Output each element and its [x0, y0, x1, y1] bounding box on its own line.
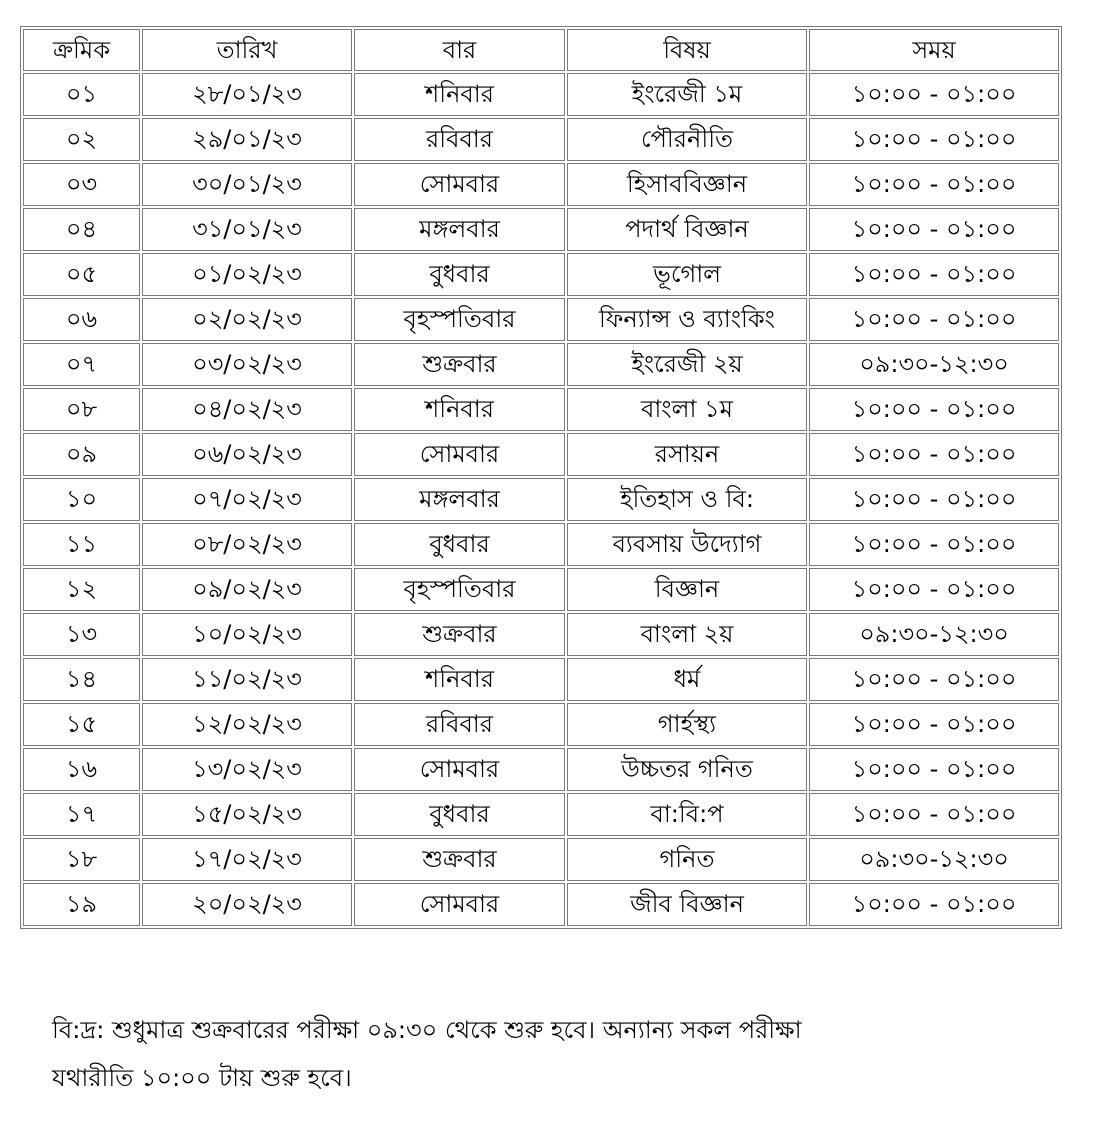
- cell-day: বুধবার: [354, 793, 565, 836]
- cell-subject: গনিত: [567, 838, 807, 881]
- cell-time: ১০:০০ - ০১:০০: [809, 388, 1059, 431]
- cell-subject: বাংলা ১ম: [567, 388, 807, 431]
- cell-time: ১০:০০ - ০১:০০: [809, 703, 1059, 746]
- cell-day: বৃহস্পতিবার: [354, 568, 565, 611]
- cell-subject: হিসাববিজ্ঞান: [567, 163, 807, 206]
- header-serial: ক্রমিক: [23, 29, 140, 71]
- cell-date: ২৯/০১/২৩: [142, 118, 352, 161]
- header-date: তারিখ: [142, 29, 352, 71]
- cell-subject: রসায়ন: [567, 433, 807, 476]
- cell-date: ০৬/০২/২৩: [142, 433, 352, 476]
- cell-day: শুক্রবার: [354, 838, 565, 881]
- cell-time: ১০:০০ - ০১:০০: [809, 163, 1059, 206]
- cell-time: ১০:০০ - ০১:০০: [809, 208, 1059, 251]
- footnote-line-2: যথারীতি ১০:০০ টায় শুরু হবে।: [52, 1064, 352, 1092]
- table-row: [23, 613, 1059, 656]
- cell-day: শনিবার: [354, 73, 565, 116]
- table-row: [23, 703, 1059, 746]
- cell-date: ৩০/০১/২৩: [142, 163, 352, 206]
- cell-serial: ১৪: [23, 658, 140, 701]
- cell-serial: ০১: [23, 73, 140, 116]
- header-day: বার: [354, 29, 565, 71]
- cell-subject: বাংলা ২য়: [567, 613, 807, 656]
- cell-day: মঙ্গলবার: [354, 208, 565, 251]
- exam-schedule: [20, 26, 1062, 929]
- table-row: [23, 478, 1059, 521]
- cell-date: ৩১/০১/২৩: [142, 208, 352, 251]
- cell-day: রবিবার: [354, 118, 565, 161]
- cell-serial: ১৮: [23, 838, 140, 881]
- header-subject: বিষয়: [567, 29, 807, 71]
- cell-serial: ১৩: [23, 613, 140, 656]
- cell-time: ০৯:৩০-১২:৩০: [809, 343, 1059, 386]
- cell-day: মঙ্গলবার: [354, 478, 565, 521]
- cell-day: সোমবার: [354, 433, 565, 476]
- cell-subject: পদার্থ বিজ্ঞান: [567, 208, 807, 251]
- cell-serial: ০৪: [23, 208, 140, 251]
- table-row: [23, 748, 1059, 791]
- footnote: [52, 1006, 1052, 1102]
- cell-day: বুধবার: [354, 523, 565, 566]
- table-row: [23, 883, 1059, 926]
- cell-subject: ইংরেজী ১ম: [567, 73, 807, 116]
- cell-day: সোমবার: [354, 748, 565, 791]
- table-row: [23, 163, 1059, 206]
- header-row: [23, 29, 1059, 71]
- footnote-line-1: বি:দ্র: শুধুমাত্র শুক্রবারের পরীক্ষা ০৯:৩০ থেকে শুরু হবে। অন্যান্য সকল পরীক্ষা: [52, 1016, 802, 1044]
- cell-time: ১০:০০ - ০১:০০: [809, 118, 1059, 161]
- table-row: [23, 523, 1059, 566]
- cell-date: ১১/০২/২৩: [142, 658, 352, 701]
- cell-subject: ইতিহাস ও বি:: [567, 478, 807, 521]
- cell-serial: ০৫: [23, 253, 140, 296]
- table-row: [23, 343, 1059, 386]
- cell-subject: উচ্চতর গনিত: [567, 748, 807, 791]
- cell-day: সোমবার: [354, 883, 565, 926]
- cell-time: ০৯:৩০-১২:৩০: [809, 838, 1059, 881]
- cell-time: ১০:০০ - ০১:০০: [809, 883, 1059, 926]
- cell-serial: ০২: [23, 118, 140, 161]
- cell-subject: পৌরনীতি: [567, 118, 807, 161]
- cell-serial: ১৫: [23, 703, 140, 746]
- cell-serial: ১৭: [23, 793, 140, 836]
- cell-time: ১০:০০ - ০১:০০: [809, 568, 1059, 611]
- cell-date: ০৭/০২/২৩: [142, 478, 352, 521]
- cell-date: ০৪/০২/২৩: [142, 388, 352, 431]
- cell-date: ১৩/০২/২৩: [142, 748, 352, 791]
- table-row: [23, 793, 1059, 836]
- cell-date: ১২/০২/২৩: [142, 703, 352, 746]
- cell-serial: ১৬: [23, 748, 140, 791]
- exam-schedule-table: [20, 26, 1062, 929]
- cell-subject: বা:বি:প: [567, 793, 807, 836]
- cell-time: ১০:০০ - ০১:০০: [809, 748, 1059, 791]
- cell-date: ১৫/০২/২৩: [142, 793, 352, 836]
- cell-serial: ০৯: [23, 433, 140, 476]
- table-row: [23, 73, 1059, 116]
- cell-serial: ১৯: [23, 883, 140, 926]
- table-row: [23, 658, 1059, 701]
- cell-serial: ১০: [23, 478, 140, 521]
- cell-time: ১০:০০ - ০১:০০: [809, 433, 1059, 476]
- cell-subject: জীব বিজ্ঞান: [567, 883, 807, 926]
- cell-date: ০৩/০২/২৩: [142, 343, 352, 386]
- cell-date: ০২/০২/২৩: [142, 298, 352, 341]
- cell-subject: ইংরেজী ২য়: [567, 343, 807, 386]
- cell-time: ১০:০০ - ০১:০০: [809, 523, 1059, 566]
- cell-serial: ১১: [23, 523, 140, 566]
- cell-time: ১০:০০ - ০১:০০: [809, 478, 1059, 521]
- cell-time: ১০:০০ - ০১:০০: [809, 793, 1059, 836]
- cell-date: ২৮/০১/২৩: [142, 73, 352, 116]
- cell-time: ১০:০০ - ০১:০০: [809, 73, 1059, 116]
- cell-subject: ব্যবসায় উদ্যোগ: [567, 523, 807, 566]
- cell-subject: গার্হস্থ্য: [567, 703, 807, 746]
- table-row: [23, 208, 1059, 251]
- table-row: [23, 568, 1059, 611]
- cell-day: শুক্রবার: [354, 343, 565, 386]
- table-row: [23, 253, 1059, 296]
- cell-time: ১০:০০ - ০১:০০: [809, 658, 1059, 701]
- cell-time: ০৯:৩০-১২:৩০: [809, 613, 1059, 656]
- cell-date: ১০/০২/২৩: [142, 613, 352, 656]
- cell-date: ২০/০২/২৩: [142, 883, 352, 926]
- cell-serial: ১২: [23, 568, 140, 611]
- cell-subject: ফিন্যান্স ও ব্যাংকিং: [567, 298, 807, 341]
- cell-serial: ০৮: [23, 388, 140, 431]
- header-time: সময়: [809, 29, 1059, 71]
- cell-subject: ভূগোল: [567, 253, 807, 296]
- cell-day: রবিবার: [354, 703, 565, 746]
- table-row: [23, 298, 1059, 341]
- cell-day: বুধবার: [354, 253, 565, 296]
- cell-date: ০৯/০২/২৩: [142, 568, 352, 611]
- cell-date: ০১/০২/২৩: [142, 253, 352, 296]
- cell-serial: ০৭: [23, 343, 140, 386]
- cell-day: শনিবার: [354, 658, 565, 701]
- table-body: [23, 73, 1059, 926]
- cell-day: বৃহস্পতিবার: [354, 298, 565, 341]
- table-header: [23, 29, 1059, 71]
- cell-subject: বিজ্ঞান: [567, 568, 807, 611]
- table-row: [23, 433, 1059, 476]
- table-row: [23, 388, 1059, 431]
- cell-day: শনিবার: [354, 388, 565, 431]
- table-row: [23, 838, 1059, 881]
- cell-time: ১০:০০ - ০১:০০: [809, 253, 1059, 296]
- cell-day: সোমবার: [354, 163, 565, 206]
- cell-serial: ০৬: [23, 298, 140, 341]
- cell-date: ১৭/০২/২৩: [142, 838, 352, 881]
- table-row: [23, 118, 1059, 161]
- cell-date: ০৮/০২/২৩: [142, 523, 352, 566]
- cell-serial: ০৩: [23, 163, 140, 206]
- cell-subject: ধর্ম: [567, 658, 807, 701]
- cell-time: ১০:০০ - ০১:০০: [809, 298, 1059, 341]
- cell-day: শুক্রবার: [354, 613, 565, 656]
